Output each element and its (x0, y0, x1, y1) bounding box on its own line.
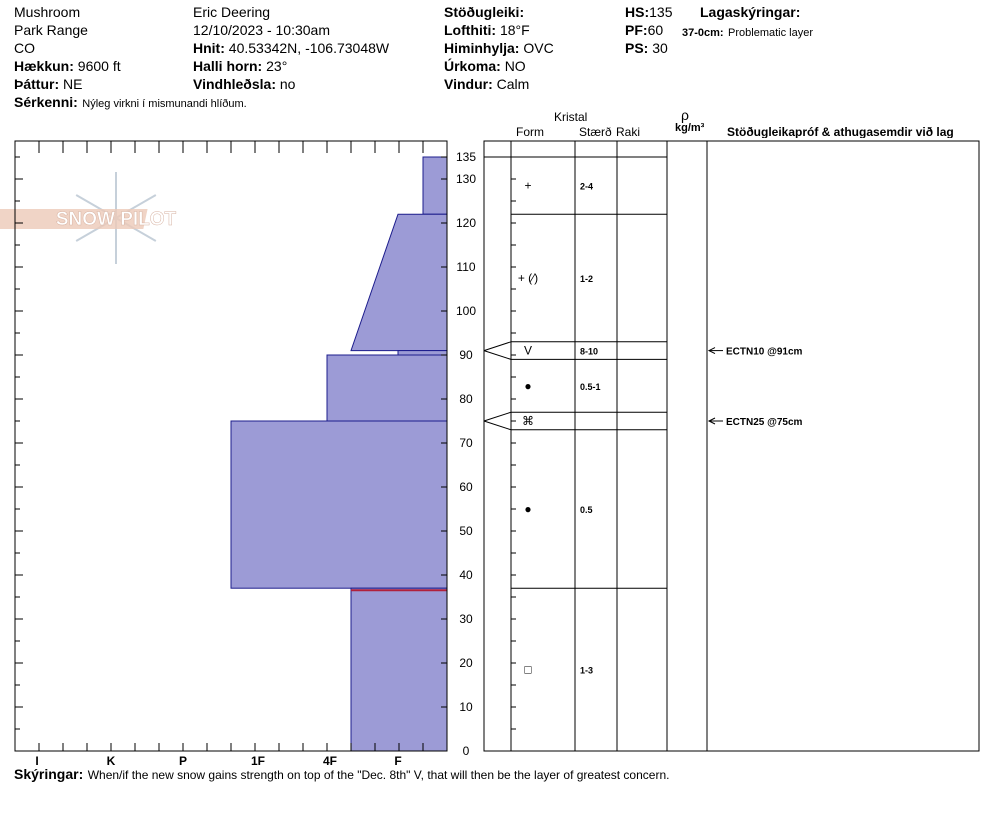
hardness-bar (423, 157, 447, 214)
features-label: Sérkenni: (14, 94, 78, 110)
depth-label: 20 (459, 656, 473, 670)
wind-label: Vindur: (444, 76, 493, 92)
coords-label: Hnit: (193, 40, 225, 56)
elevation-label: Hækkun: (14, 58, 74, 74)
hardness-label-k: K (106, 754, 116, 768)
depth-label: 40 (459, 568, 473, 582)
layer-connector (484, 421, 511, 430)
hardness-bar (398, 351, 447, 355)
depth-label: 0 (462, 744, 470, 758)
col-crystal: Kristal (554, 110, 588, 124)
elevation-value: 9600 ft (77, 58, 121, 74)
layer-notes-label: Lagaskýringar: (700, 4, 801, 20)
hardness-label-p: P (178, 754, 188, 768)
pf-value: 60 (647, 22, 664, 38)
col-rho: ρ (681, 107, 689, 123)
depth-label: 130 (455, 172, 477, 186)
wind-value: Calm (496, 76, 530, 92)
hardness-label-i: I (35, 754, 39, 768)
hardness-bar (231, 421, 447, 588)
layer-form: ⌘ (522, 414, 534, 428)
datetime: 12/10/2023 - 10:30am (193, 22, 330, 38)
col-form: Form (516, 125, 544, 139)
test-label: ECTN10 @91cm (726, 346, 803, 358)
hs-label: HS: (625, 4, 650, 20)
observer: Eric Deering (193, 4, 271, 20)
ps-label: PS: (625, 40, 649, 56)
layer-form: □ (524, 662, 532, 677)
col-size: Stærð (579, 125, 612, 139)
sky-label: Himinhylja: (444, 40, 520, 56)
pf-label: PF: (625, 22, 648, 38)
layer-form: ● (524, 502, 532, 516)
layer-size: 2-4 (580, 181, 594, 192)
footer-row (14, 767, 669, 783)
aspect-label: Þáttur: (14, 76, 60, 92)
layer-note-text: Problematic layer (728, 27, 814, 39)
depth-label: 10 (459, 700, 473, 714)
layer-connector (484, 351, 511, 360)
snowpilot-watermark (0, 172, 177, 264)
hs-value: 135 (649, 4, 673, 20)
col-tests: Stöðugleikapróf & athugasemdir við lag (727, 126, 954, 138)
layer-form: V (523, 343, 533, 358)
hardness-label-1f: 1F (250, 754, 266, 768)
layer-size: 1-2 (580, 274, 594, 284)
ps-value: 30 (652, 40, 668, 56)
range: Park Range (14, 22, 88, 38)
layer-connector (484, 342, 511, 351)
sky-value: OVC (523, 40, 554, 56)
location: Mushroom (14, 4, 81, 20)
depth-label: 100 (455, 304, 477, 318)
aspect-value: NE (63, 76, 83, 92)
depth-label: 120 (455, 216, 477, 230)
hardness-label-f: F (394, 754, 402, 768)
precip-value: NO (504, 58, 526, 74)
hardness-bar (327, 355, 447, 421)
wind-loading-value: no (279, 76, 296, 92)
hardness-bar (351, 214, 447, 350)
depth-label: 135 (455, 150, 477, 164)
air-temp-value: 18°F (499, 22, 530, 38)
depth-label: 70 (459, 436, 473, 450)
test-label: ECTN25 @75cm (726, 417, 803, 428)
slope-label: Halli horn: (193, 58, 263, 74)
col-moisture: Raki (616, 125, 641, 139)
depth-label: 30 (459, 612, 473, 626)
col-density-unit: kg/m³ (675, 122, 705, 134)
features-value: Nýleg virkni í mismunandi hlíðum. (82, 98, 247, 110)
coords-value: 40.53342N, -106.73048W (228, 40, 390, 56)
depth-label: 60 (459, 480, 473, 494)
state: CO (14, 40, 35, 56)
layer-form: + (⁄) (517, 271, 539, 285)
layer-form: + (524, 178, 532, 193)
layer-table-frame (484, 141, 979, 751)
wind-loading-label: Vindhleðsla: (193, 76, 276, 92)
layer-connector (484, 412, 511, 421)
hardness-label-4f: 4F (322, 754, 338, 768)
layer-size: 0.5 (580, 505, 593, 515)
air-temp-label: Lofthiti: (444, 22, 497, 38)
layer-note-range: 37-0cm: (682, 27, 724, 39)
layer-size: 1-3 (580, 665, 594, 676)
depth-label: 90 (459, 348, 473, 362)
depth-label: 50 (459, 524, 473, 538)
depth-label: 80 (459, 392, 473, 406)
layer-size: 0.5-1 (580, 381, 601, 392)
precip-label: Úrkoma: (444, 58, 501, 74)
footer-label: Skýringar: (14, 766, 84, 782)
watermark-text: SNOW PILOT (55, 209, 177, 230)
layer-form: ● (524, 378, 532, 393)
hardness-bar (351, 588, 447, 751)
layer-size: 8-10 (580, 346, 599, 357)
slope-value: 23° (266, 58, 288, 74)
depth-label: 110 (456, 260, 476, 274)
footer-text: When/if the new snow gains strength on top of the "Dec. 8th" V, that will then be the layer of greatest concern. (87, 768, 670, 782)
stability-label: Stöðugleiki: (444, 4, 525, 20)
